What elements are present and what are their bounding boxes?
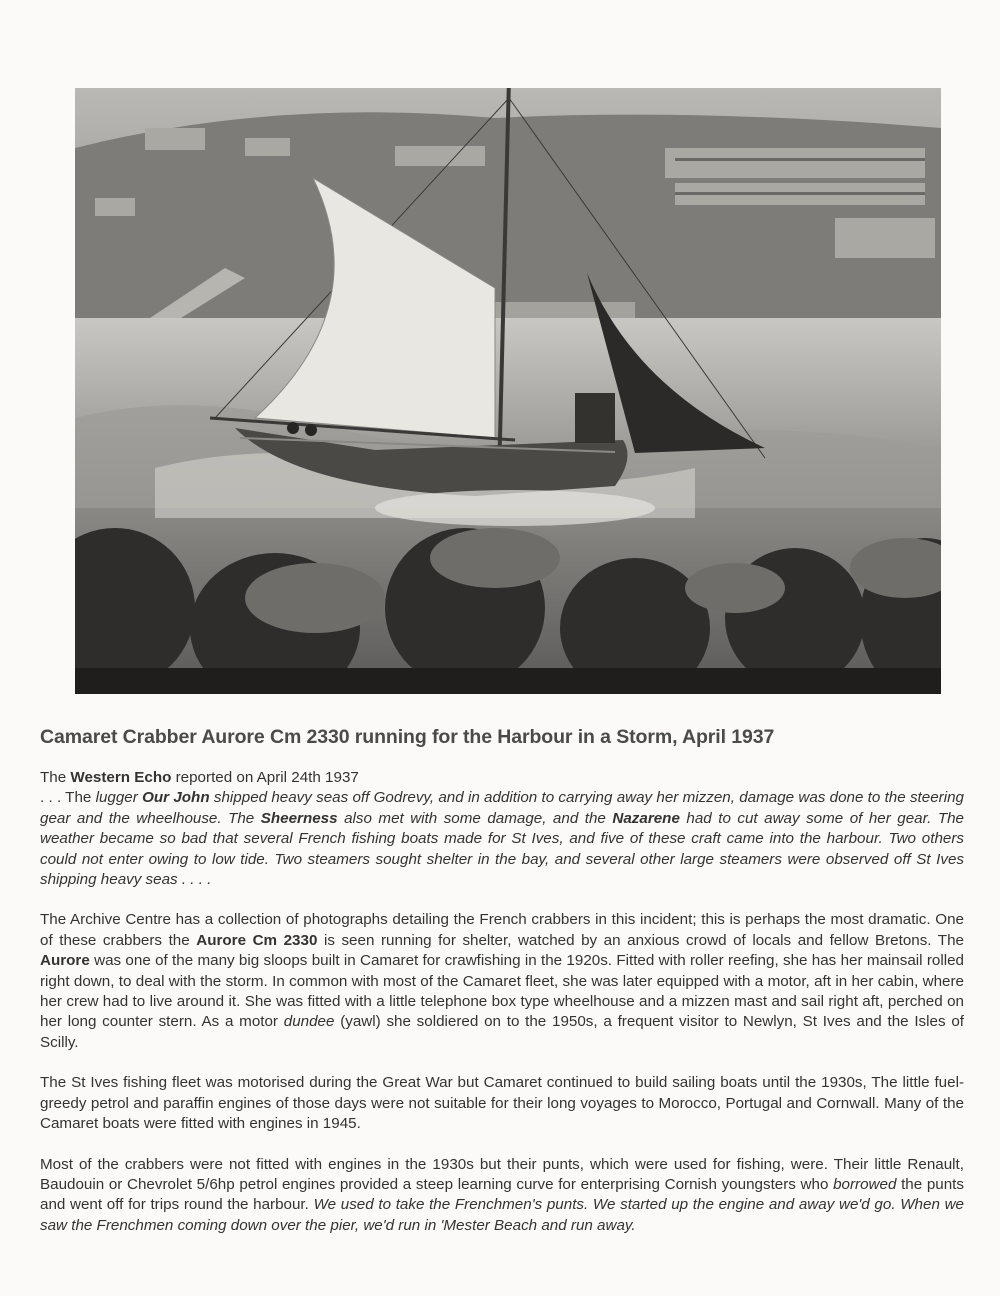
quote-youngsters: We used to take the Frenchmen's punts. We started up the engine and away we'd go. When we saw the Frenchmen coming down over the pier, we'd run in 'Mester Beach and run away. <box>40 1196 964 1234</box>
report-quote <box>40 788 964 890</box>
sailboat-photo-illustration <box>75 88 941 694</box>
newspaper-name: Western Echo <box>70 769 172 786</box>
photo-caption: Camaret Crabber Aurore Cm 2330 running for the Harbour in a Storm, April 1937 <box>40 726 775 748</box>
report-intro-text: The <box>40 769 71 786</box>
quote-lead: . . . The <box>40 789 96 807</box>
quote-text: lugger <box>95 789 143 807</box>
para-text: is seen running for shelter, watched by an anxious crowd of locals and fellow Bretons. The <box>317 931 964 949</box>
boat-name-aurore-full: Aurore Cm 2330 <box>196 931 318 949</box>
boat-name-nazarene: Nazarene <box>612 809 680 827</box>
para-text: was one of the many big sloops built in Camaret for crawfishing in the 1920s. Fitted with roller reefing, she has her mainsail rolled right down, to deal with the storm. In common with most of the Camaret fleet, she was later equipped with a motor, aft in her cabin, where her crew had to live around it. She was fitted with a little telephone box type wheelhouse and a mizzen mast and sail right aft, perched on her long counter stern. As a motor <box>40 952 964 1031</box>
paragraph-fleet: The St Ives fishing fleet was motorised during the Great War but Camaret continued to build sailing boats until the 1930s, The little fuel-greedy petrol and paraffin engines of those days were not suitable for their long voyages to Morocco, Portugal and Cornwall. Many of the Camaret boats were fitted with engines in 1945. <box>40 1074 964 1133</box>
term-dundee: dundee <box>283 1013 335 1031</box>
para-text: The Archive Centre has a collection of photographs detailing the French crabbers in this incident; this is perhaps the most dramatic. One of these crabbers the <box>40 911 964 949</box>
paragraph-archive <box>40 910 964 1053</box>
paragraph-punts <box>40 1155 964 1237</box>
report-intro-text-end: reported on April 24th 1937 <box>171 769 359 786</box>
quote-text: had to cut away some of her gear. The weather became so bad that several French fishing boats made for St Ives, and five of these craft came into the harbour. Two others could not enter owing to low tide. Two steamers sought shelter in the bay, and several other large steamers were observed off St Ives shipping heavy seas . . . . <box>40 809 964 889</box>
para-text: the punts and went off for trips round the harbour. <box>40 1175 964 1214</box>
boat-name-sheerness: Sheerness <box>260 809 338 827</box>
para-text: (yawl) she soldiered on to the 1950s, a frequent visitor to Newlyn, St Ives and the Isles of Scilly. <box>40 1013 964 1051</box>
article-body <box>40 768 964 1236</box>
harbour-boat-photo <box>75 88 941 694</box>
boat-name-aurore: Aurore <box>40 952 90 970</box>
quote-text: shipped heavy seas off Godrevy, and in addition to carrying away her mizzen, damage was done to the steering gear and the wheelhouse. The <box>40 789 964 827</box>
para-text: Most of the crabbers were not fitted with engines in the 1930s but their punts, which were used for fishing, were. Their little Renault, Baudouin or Chevrolet 5/6hp petrol engines provided a steep learning curve for enterprising Cornish youngsters who <box>40 1155 964 1193</box>
quote-text: also met with some damage, and the <box>337 809 613 827</box>
boat-name-our-john: Our John <box>142 789 210 807</box>
report-intro <box>40 768 964 788</box>
term-borrowed: borrowed <box>833 1175 897 1193</box>
